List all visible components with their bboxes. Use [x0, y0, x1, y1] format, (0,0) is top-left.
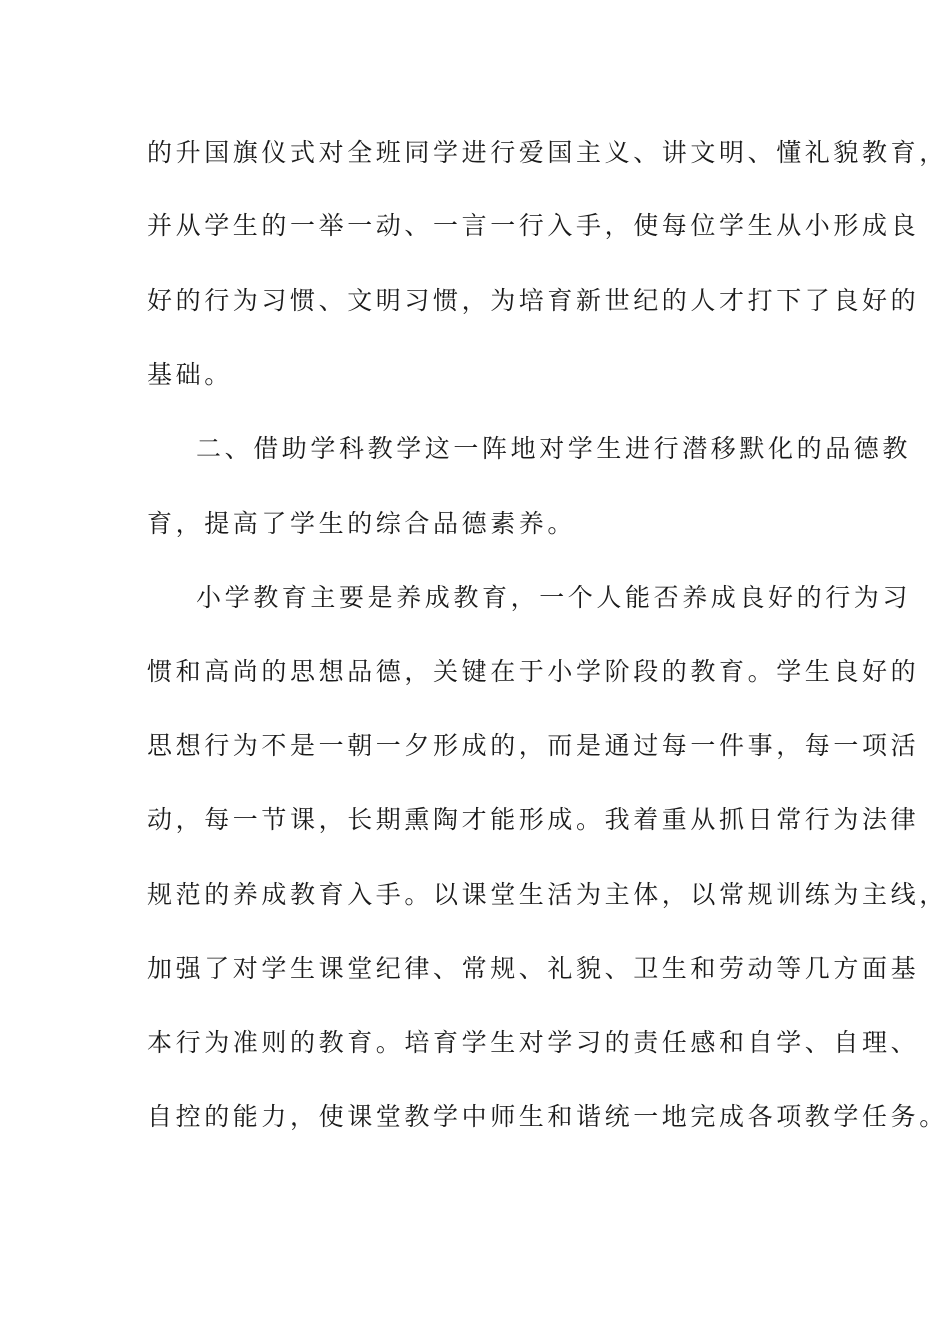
text-line-4: 基础。 [147, 360, 233, 389]
text-line-14: 自控的能力，使课堂教学中师生和谐统一地完成各项教学任务。 [147, 1102, 948, 1131]
text-line-11: 规范的养成教育入手。以课堂生活为主体，以常规训练为主线， [147, 880, 948, 909]
text-line-10: 动，每一节课，长期熏陶才能形成。我着重从抓日常行为法律 [147, 805, 920, 834]
text-line-3: 好的行为习惯、文明习惯，为培育新世纪的人才打下了良好的 [147, 286, 920, 315]
text-line-12: 加强了对学生课堂纪律、常规、礼貌、卫生和劳动等几方面基 [147, 954, 920, 983]
text-line-6: 育，提高了学生的综合品德素养。 [147, 509, 577, 538]
text-line-13: 本行为准则的教育。培育学生对学习的责任感和自学、自理、 [147, 1028, 920, 1057]
heading-section-2: 二、借助学科教学这一阵地对学生进行潜移默化的品德教 [196, 434, 912, 463]
text-line-2: 并从学生的一举一动、一言一行入手，使每位学生从小形成良 [147, 211, 920, 240]
text-line-9: 思想行为不是一朝一夕形成的，而是通过每一件事，每一项活 [147, 731, 920, 760]
paragraph-start: 小学教育主要是养成教育，一个人能否养成良好的行为习 [196, 583, 912, 612]
text-line-1: 的升国旗仪式对全班同学进行爱国主义、讲文明、懂礼貌教育， [147, 138, 948, 167]
text-line-8: 惯和高尚的思想品德，关键在于小学阶段的教育。学生良好的 [147, 657, 920, 686]
